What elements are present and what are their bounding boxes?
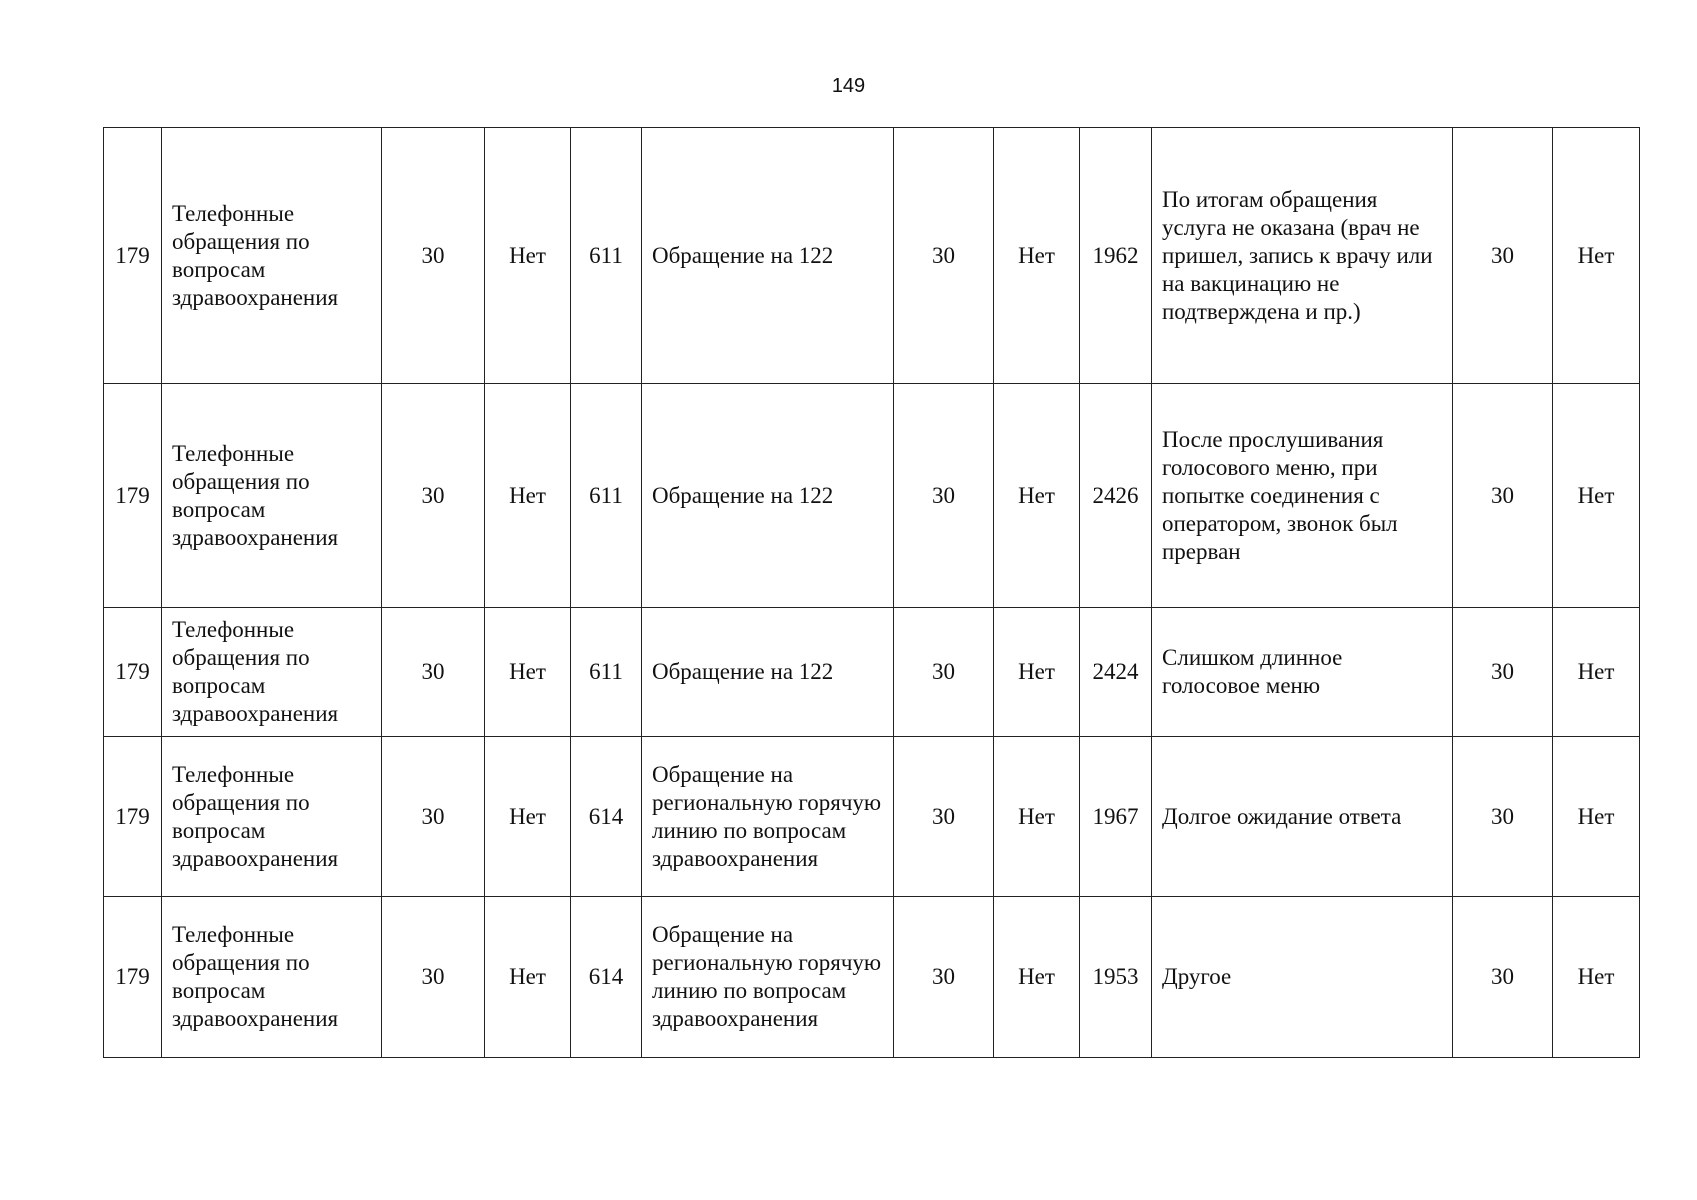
category-name-cell: Телефонные обращения по вопросам здравоохранения bbox=[162, 737, 382, 897]
subcategory-flag-cell: Нет bbox=[994, 384, 1080, 608]
subcategory-days-cell: 30 bbox=[894, 128, 994, 384]
topic-name-cell: Другое bbox=[1152, 897, 1453, 1058]
subcategory-code-cell: 611 bbox=[571, 128, 642, 384]
subcategory-code-cell: 611 bbox=[571, 608, 642, 737]
topic-days-cell: 30 bbox=[1453, 897, 1553, 1058]
subcategory-name-cell: Обращение на 122 bbox=[642, 608, 894, 737]
category-name-cell: Телефонные обращения по вопросам здравоохранения bbox=[162, 608, 382, 737]
subcategory-days-cell: 30 bbox=[894, 897, 994, 1058]
table-row bbox=[104, 384, 1640, 608]
subcategory-name-cell: Обращение на 122 bbox=[642, 384, 894, 608]
topic-name-cell: По итогам обращения услуга не оказана (врач не пришел, запись к врачу или на вакцинацию не подтверждена и пр.) bbox=[1152, 128, 1453, 384]
subcategory-days-cell: 30 bbox=[894, 608, 994, 737]
topic-name-cell: После прослушивания голосового меню, при попытке соединения с оператором, звонок был прерван bbox=[1152, 384, 1453, 608]
classification-table bbox=[103, 127, 1640, 1058]
subcategory-name-cell: Обращение на региональную горячую линию по вопросам здравоохранения bbox=[642, 897, 894, 1058]
category-name-cell: Телефонные обращения по вопросам здравоохранения bbox=[162, 128, 382, 384]
category-flag-cell: Нет bbox=[485, 384, 571, 608]
subcategory-code-cell: 614 bbox=[571, 737, 642, 897]
topic-days-cell: 30 bbox=[1453, 384, 1553, 608]
topic-code-cell: 1967 bbox=[1080, 737, 1152, 897]
category-code-cell: 179 bbox=[104, 608, 162, 737]
subcategory-days-cell: 30 bbox=[894, 384, 994, 608]
subcategory-name-cell: Обращение на региональную горячую линию по вопросам здравоохранения bbox=[642, 737, 894, 897]
subcategory-name-cell: Обращение на 122 bbox=[642, 128, 894, 384]
category-name-cell: Телефонные обращения по вопросам здравоохранения bbox=[162, 384, 382, 608]
category-code-cell: 179 bbox=[104, 384, 162, 608]
topic-code-cell: 2426 bbox=[1080, 384, 1152, 608]
category-code-cell: 179 bbox=[104, 737, 162, 897]
table-row bbox=[104, 737, 1640, 897]
subcategory-flag-cell: Нет bbox=[994, 897, 1080, 1058]
subcategory-flag-cell: Нет bbox=[994, 737, 1080, 897]
category-days-cell: 30 bbox=[382, 608, 485, 737]
topic-flag-cell: Нет bbox=[1553, 737, 1640, 897]
topic-flag-cell: Нет bbox=[1553, 608, 1640, 737]
topic-flag-cell: Нет bbox=[1553, 384, 1640, 608]
category-flag-cell: Нет bbox=[485, 897, 571, 1058]
topic-flag-cell: Нет bbox=[1553, 897, 1640, 1058]
category-flag-cell: Нет bbox=[485, 608, 571, 737]
topic-name-cell: Слишком длинное голосовое меню bbox=[1152, 608, 1453, 737]
subcategory-code-cell: 614 bbox=[571, 897, 642, 1058]
topic-flag-cell: Нет bbox=[1553, 128, 1640, 384]
category-flag-cell: Нет bbox=[485, 128, 571, 384]
category-flag-cell: Нет bbox=[485, 737, 571, 897]
page-number: 149 bbox=[831, 75, 866, 97]
subcategory-flag-cell: Нет bbox=[994, 128, 1080, 384]
category-days-cell: 30 bbox=[382, 737, 485, 897]
topic-days-cell: 30 bbox=[1453, 608, 1553, 737]
table-row bbox=[104, 128, 1640, 384]
table-row bbox=[104, 897, 1640, 1058]
topic-code-cell: 1953 bbox=[1080, 897, 1152, 1058]
category-days-cell: 30 bbox=[382, 897, 485, 1058]
topic-days-cell: 30 bbox=[1453, 128, 1553, 384]
category-code-cell: 179 bbox=[104, 897, 162, 1058]
subcategory-days-cell: 30 bbox=[894, 737, 994, 897]
topic-days-cell: 30 bbox=[1453, 737, 1553, 897]
category-name-cell: Телефонные обращения по вопросам здравоохранения bbox=[162, 897, 382, 1058]
category-days-cell: 30 bbox=[382, 128, 485, 384]
topic-name-cell: Долгое ожидание ответа bbox=[1152, 737, 1453, 897]
category-days-cell: 30 bbox=[382, 384, 485, 608]
subcategory-code-cell: 611 bbox=[571, 384, 642, 608]
topic-code-cell: 2424 bbox=[1080, 608, 1152, 737]
category-code-cell: 179 bbox=[104, 128, 162, 384]
table-row bbox=[104, 608, 1640, 737]
subcategory-flag-cell: Нет bbox=[994, 608, 1080, 737]
topic-code-cell: 1962 bbox=[1080, 128, 1152, 384]
